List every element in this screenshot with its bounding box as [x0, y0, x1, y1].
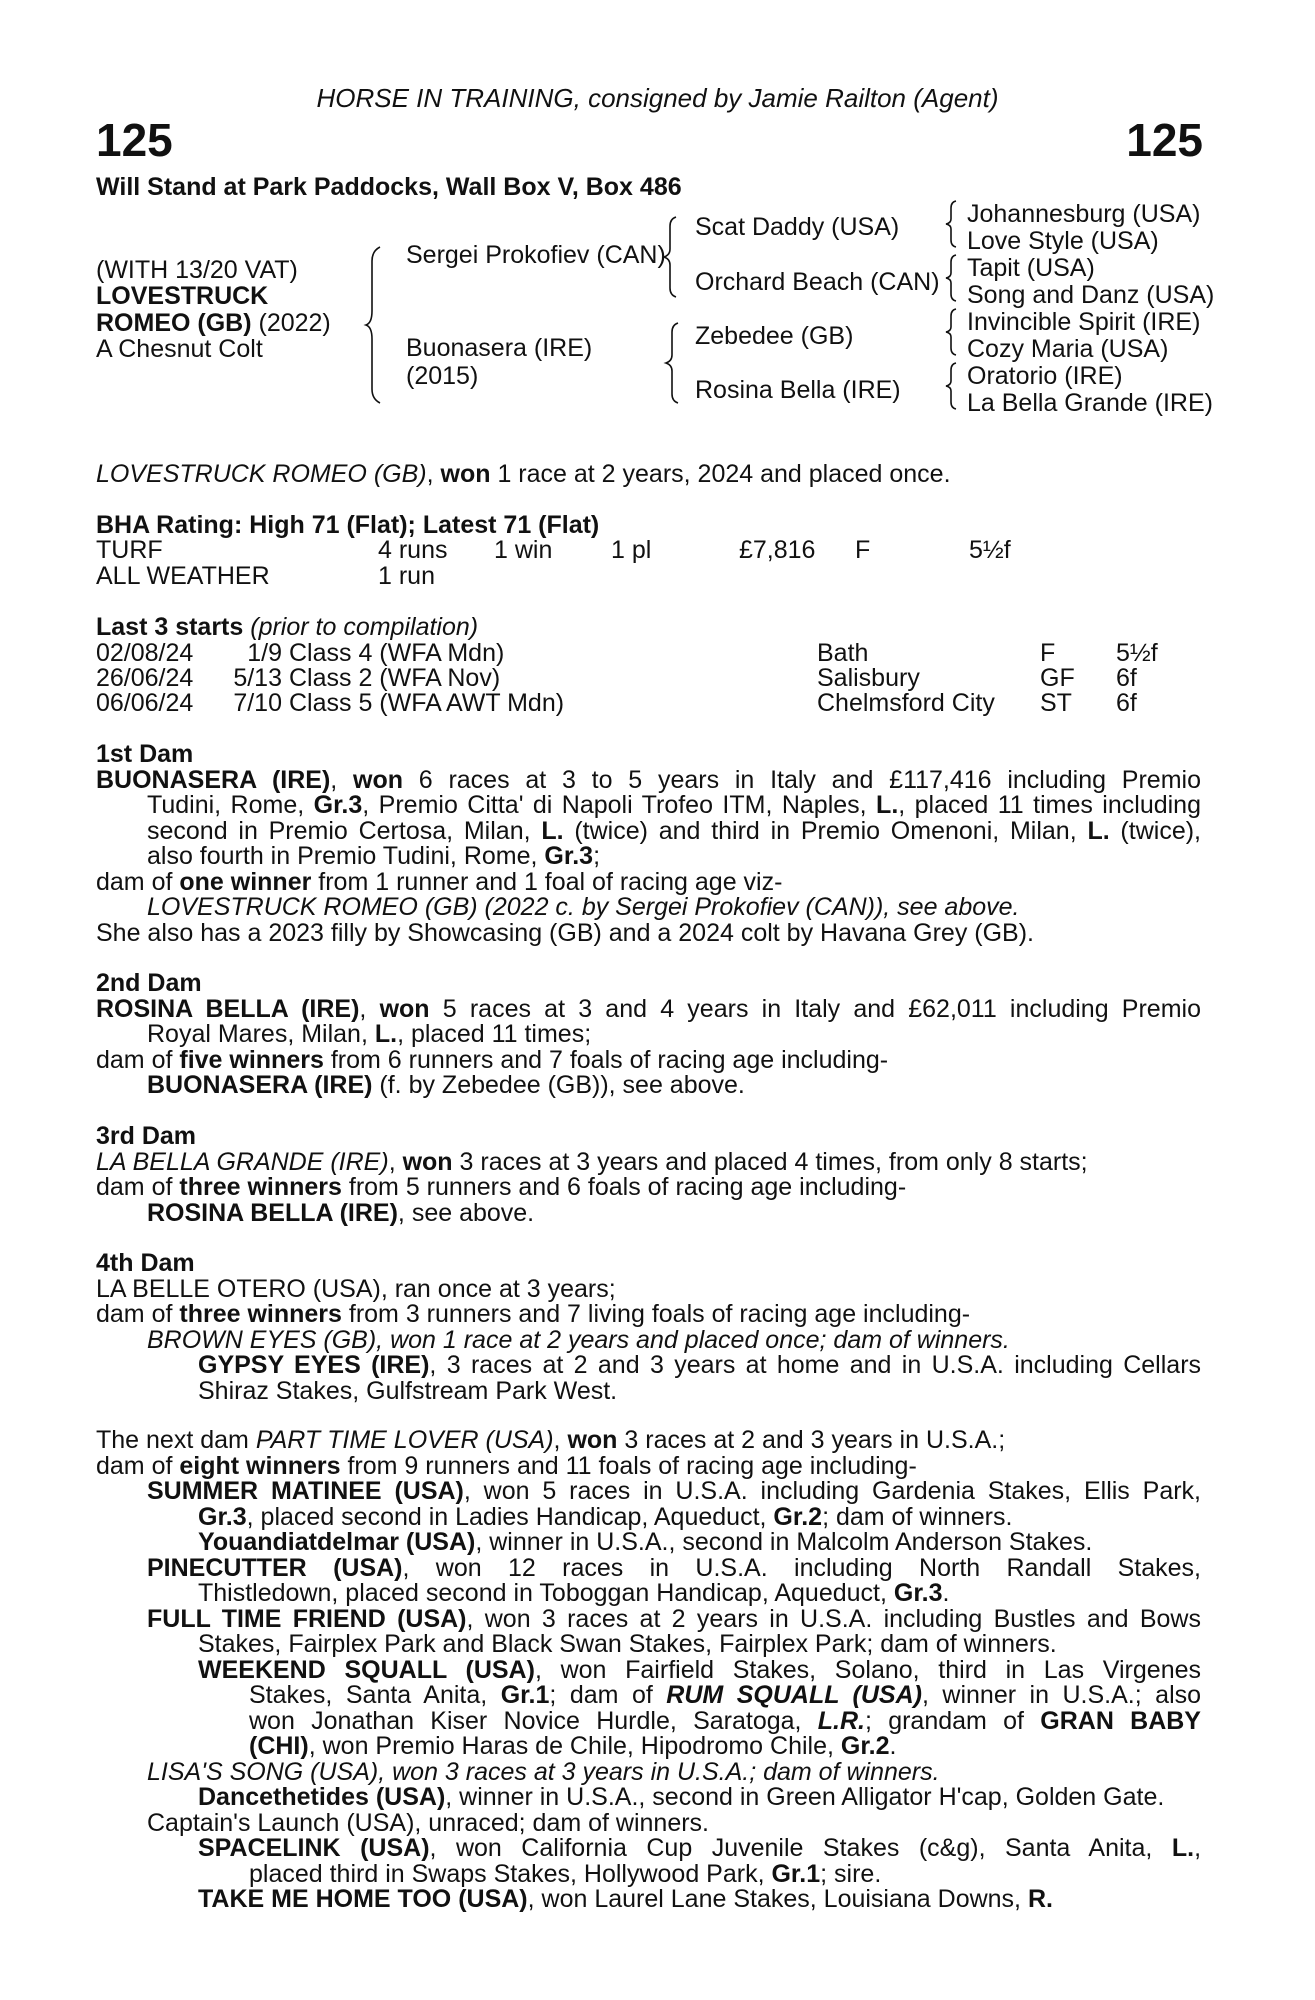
pedigree-bracket-gg2: [946, 254, 962, 302]
next-dam-line: Youandiatdelmar (USA), winner in U.S.A., second in Malcolm Anderson Stakes.: [198, 1528, 1093, 1556]
next-dam-line: Captain's Launch (USA), unraced; dam of winners.: [147, 1808, 709, 1837]
gg-5: Invincible Spirit (IRE): [967, 308, 1201, 336]
fourth-dam-line: GYPSY EYES (IRE), 3 races at 2 and 3 years at home and in U.S.A. including Cellars: [198, 1351, 1202, 1379]
sale-header: HORSE IN TRAINING, consigned by Jamie Railton (Agent): [316, 83, 999, 113]
next-dam-line: WEEKEND SQUALL (USA), won Fairfield Stakes, Solano, third in Las Virgenes: [198, 1655, 1201, 1684]
start-date: 06/06/24: [96, 689, 194, 717]
next-dam-line: Thistledown, placed second in Toboggan Handicap, Aqueduct, Gr.3.: [198, 1579, 950, 1607]
dam-dam: Rosina Bella (IRE): [695, 376, 901, 404]
pedigree-bracket-1: [366, 245, 386, 405]
start-date: 02/08/24: [96, 639, 194, 667]
first-dam-line: LOVESTRUCK ROMEO (GB) (2022 c. by Sergei Prokofiev (CAN)), see above.: [147, 893, 1020, 921]
first-dam-line: dam of one winner from 1 runner and 1 foal of racing age viz-: [96, 867, 783, 896]
first-dam-line: Tudini, Rome, Gr.3, Premio Citta' di Napoli Trofeo ITM, Naples, L., placed 11 times including: [147, 791, 1201, 819]
start-distance: 5½f: [1116, 639, 1158, 667]
start-race: Class 5 (WFA AWT Mdn): [289, 689, 565, 717]
next-dam-line: (CHI), won Premio Haras de Chile, Hipodromo Chile, Gr.2.: [249, 1732, 897, 1760]
second-dam-line: ROSINA BELLA (IRE), won 5 races at 3 and 4 years in Italy and £62,011 including Premio: [96, 994, 1201, 1023]
next-dam-line: The next dam PART TIME LOVER (USA), won 3 races at 2 and 3 years in U.S.A.;: [96, 1426, 1006, 1454]
sire-dam: Orchard Beach (CAN): [695, 268, 940, 296]
gg-4: Song and Danz (USA): [967, 281, 1215, 309]
horse-name-line2: ROMEO (GB) (2022): [96, 309, 331, 337]
sire-sire: Scat Daddy (USA): [695, 213, 900, 241]
start-distance: 6f: [1116, 689, 1137, 717]
start-going: ST: [1040, 689, 1072, 717]
lot-number-left: 125: [96, 114, 173, 166]
turf-wins: 1 win: [494, 536, 553, 564]
first-dam-heading: 1st Dam: [96, 740, 194, 768]
third-dam-line: LA BELLA GRANDE (IRE), won 3 races at 3 years and placed 4 times, from only 8 starts;: [96, 1147, 1088, 1176]
horse-description: A Chesnut Colt: [96, 335, 263, 363]
bha-rating: BHA Rating: High 71 (Flat); Latest 71 (Flat): [96, 511, 600, 539]
fourth-dam-line: dam of three winners from 3 runners and 7 living foals of racing age including-: [96, 1300, 971, 1328]
gg-3: Tapit (USA): [967, 254, 1095, 282]
next-dam-line: Stakes, Fairplex Park and Black Swan Stakes, Fairplex Park; dam of winners.: [198, 1630, 1057, 1658]
next-dam-line: placed third in Swaps Stakes, Hollywood Park, Gr.1; sire.: [249, 1859, 882, 1888]
gg-2: Love Style (USA): [967, 227, 1159, 255]
next-dam-line: won Jonathan Kiser Novice Hurdle, Saratoga, L.R.; grandam of GRAN BABY: [249, 1706, 1201, 1735]
next-dam-line: Gr.3, placed second in Ladies Handicap, Aqueduct, Gr.2; dam of winners.: [198, 1502, 1013, 1531]
first-dam-line: She also has a 2023 filly by Showcasing (GB) and a 2024 colt by Havana Grey (GB).: [96, 918, 1034, 947]
second-dam-line: BUONASERA (IRE) (f. by Zebedee (GB)), see above.: [147, 1071, 745, 1099]
dam-name: Buonasera (IRE): [406, 334, 593, 362]
turf-label: TURF: [96, 536, 163, 564]
start-date: 26/06/24: [96, 664, 194, 692]
start-position: 1/9: [247, 639, 282, 667]
start-course: Chelmsford City: [817, 689, 995, 717]
second-dam-section: [96, 971, 1201, 1099]
vat-note: (WITH 13/20 VAT): [96, 256, 298, 284]
start-race: Class 4 (WFA Mdn): [289, 639, 505, 667]
aw-label: ALL WEATHER: [96, 562, 270, 590]
gg-1: Johannesburg (USA): [967, 200, 1201, 228]
first-dam-line: second in Premio Certosa, Milan, L. (twice) and third in Premio Omenoni, Milan, L. (twice),: [147, 816, 1201, 845]
race-summary: LOVESTRUCK ROMEO (GB), won 1 race at 2 years, 2024 and placed once.: [96, 460, 951, 488]
pedigree-bracket-gg4: [946, 362, 962, 410]
gg-8: La Bella Grande (IRE): [967, 389, 1213, 417]
pedigree-bracket-gg1: [946, 200, 962, 248]
fourth-dam-section: [96, 1251, 1201, 1404]
next-dam-line: LISA'S SONG (USA), won 3 races at 3 years in U.S.A.; dam of winners.: [147, 1757, 940, 1786]
first-dam-line: also fourth in Premio Tudini, Rome, Gr.3;: [147, 842, 601, 870]
aw-runs: 1 run: [378, 562, 435, 590]
third-dam-section: [96, 1124, 1201, 1226]
pedigree-bracket-dam: [666, 322, 686, 404]
last-starts-heading: Last 3 starts (prior to compilation): [96, 613, 479, 641]
start-course: Salisbury: [817, 664, 920, 692]
next-dam-line: PINECUTTER (USA), won 12 races in U.S.A. including North Randall Stakes,: [147, 1553, 1201, 1582]
gg-6: Cozy Maria (USA): [967, 335, 1169, 363]
turf-prize: £7,816: [739, 536, 816, 564]
third-dam-line: ROSINA BELLA (IRE), see above.: [147, 1198, 535, 1227]
next-dam-line: Stakes, Santa Anita, Gr.1; dam of RUM SQUALL (USA), winner in U.S.A.; also: [249, 1681, 1202, 1709]
dam-year: (2015): [406, 362, 479, 390]
second-dam-line: dam of five winners from 6 runners and 7 foals of racing age including-: [96, 1045, 889, 1074]
turf-going: F: [855, 536, 871, 564]
first-dam-line: BUONASERA (IRE), won 6 races at 3 to 5 years in Italy and £117,416 including Premio: [96, 765, 1201, 794]
next-dam-line: TAKE ME HOME TOO (USA), won Laurel Lane Stakes, Louisiana Downs, R.: [198, 1885, 1053, 1913]
sire-name: Sergei Prokofiev (CAN): [406, 241, 666, 269]
next-dam-line: dam of eight winners from 9 runners and 11 foals of racing age including-: [96, 1451, 917, 1480]
next-dam-section: [96, 1428, 1201, 1913]
gg-7: Oratorio (IRE): [967, 362, 1123, 390]
next-dam-line: Dancethetides (USA), winner in U.S.A., second in Green Alligator H'cap, Golden Gate.: [198, 1783, 1165, 1811]
fourth-dam-line: Shiraz Stakes, Gulfstream Park West.: [198, 1376, 618, 1405]
fourth-dam-heading: 4th Dam: [96, 1249, 195, 1277]
pedigree-bracket-gg3: [946, 308, 962, 356]
next-dam-line: FULL TIME FRIEND (USA), won 3 races at 2 years in U.S.A. including Bustles and Bows: [147, 1604, 1201, 1633]
pedigree-bracket-sire: [664, 216, 684, 298]
turf-placed: 1 pl: [611, 536, 652, 564]
start-position: 7/10: [233, 689, 282, 717]
start-position: 5/13: [233, 664, 282, 692]
second-dam-heading: 2nd Dam: [96, 969, 202, 997]
fourth-dam-line: LA BELLE OTERO (USA), ran once at 3 years;: [96, 1274, 616, 1303]
start-going: GF: [1040, 664, 1075, 692]
stabling-location: Will Stand at Park Paddocks, Wall Box V, Box 486: [96, 173, 682, 201]
second-dam-line: Royal Mares, Milan, L., placed 11 times;: [147, 1020, 592, 1048]
first-dam-section: [96, 742, 1201, 946]
turf-distance: 5½f: [969, 536, 1011, 564]
turf-runs: 4 runs: [378, 536, 448, 564]
lot-number-right: 125: [1126, 114, 1203, 166]
start-race: Class 2 (WFA Nov): [289, 664, 501, 692]
horse-name-line1: LOVESTRUCK: [96, 282, 269, 310]
dam-sire: Zebedee (GB): [695, 322, 854, 350]
next-dam-line: SPACELINK (USA), won California Cup Juvenile Stakes (c&g), Santa Anita, L.,: [198, 1834, 1202, 1862]
start-going: F: [1040, 639, 1056, 667]
third-dam-heading: 3rd Dam: [96, 1122, 197, 1150]
next-dam-line: SUMMER MATINEE (USA), won 5 races in U.S.A. including Gardenia Stakes, Ellis Park,: [147, 1477, 1202, 1505]
third-dam-line: dam of three winners from 5 runners and 6 foals of racing age including-: [96, 1173, 907, 1201]
start-course: Bath: [817, 639, 869, 667]
fourth-dam-line: BROWN EYES (GB), won 1 race at 2 years and placed once; dam of winners.: [147, 1325, 1010, 1354]
start-distance: 6f: [1116, 664, 1137, 692]
